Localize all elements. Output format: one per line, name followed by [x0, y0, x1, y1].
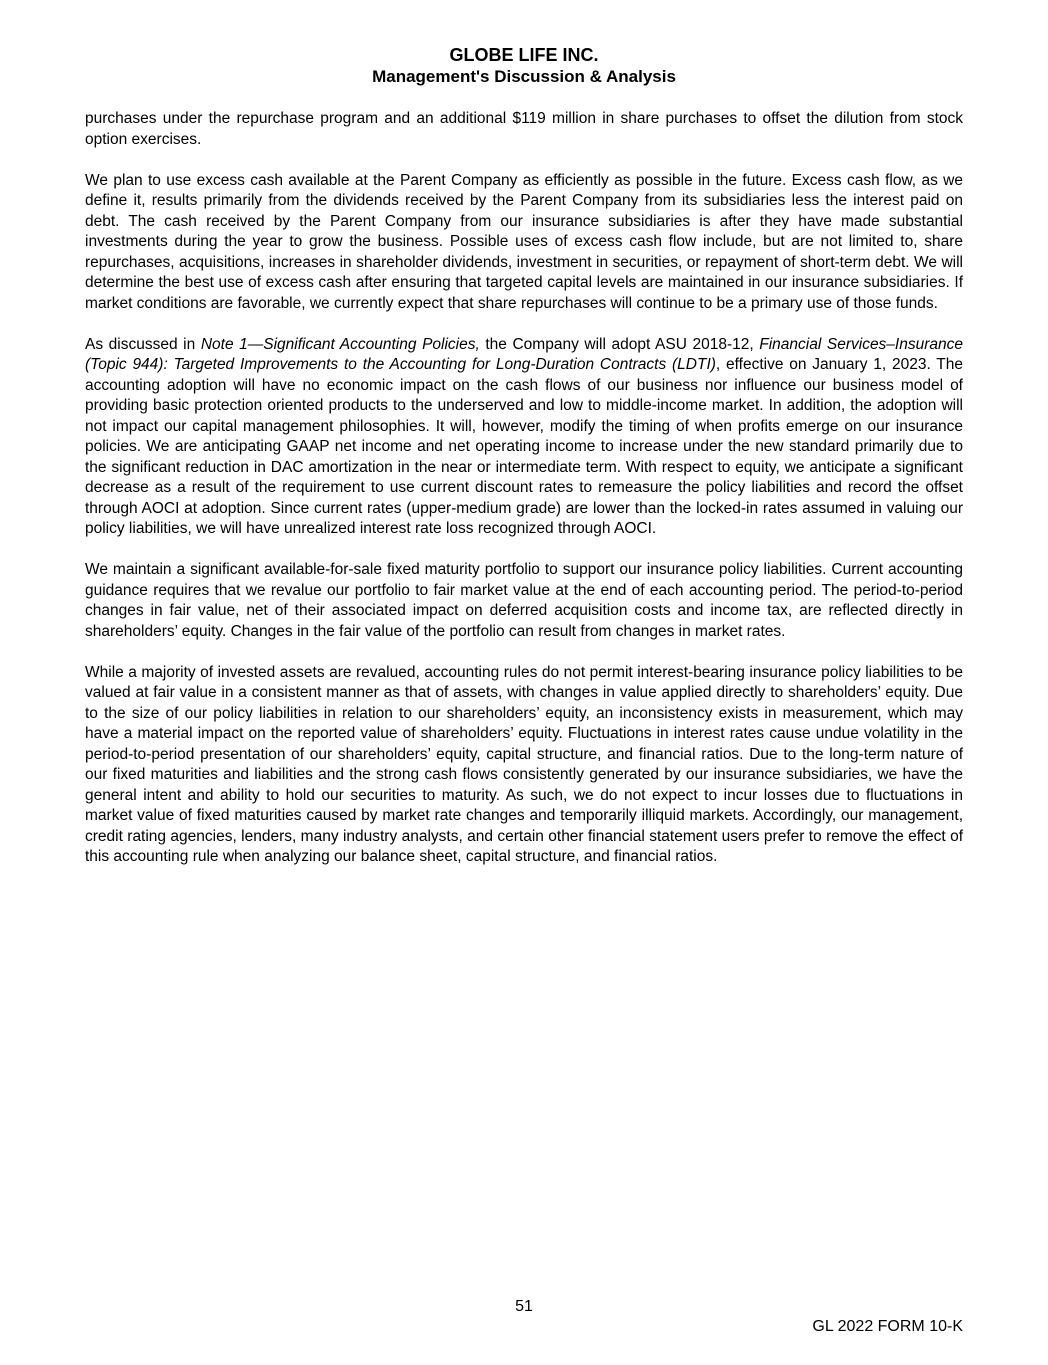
paragraph-share-purchases: purchases under the repurchase program and an additional $119 million in share purchases to offset the dilution from stock option exercises.	[85, 110, 963, 148]
document-body	[85, 109, 963, 888]
ldti-text-intro: As discussed in	[85, 335, 201, 353]
asu-title: Financial Services–Insurance (Topic 944): Targeted Improvements to the Accounting for Long-Duration Contracts (LDTI)	[85, 335, 964, 373]
paragraph-revaluation: While a majority of invested assets are revalued, accounting rules do not permit interest-bearing insurance policy liabilities to be valued at fair value in a consistent manner as that of assets, with changes in value applied directly to shareholders’ equity. Due to the size of our policy liabilities in relation to our shareholders’ equity, an inconsistency exists in measurement, which may have a material impact on the reported value of shareholders’ equity. Fluctuations in interest rates cause undue volatility in the period-to-period presentation of our shareholders’ equity, capital structure, and financial ratios. Due to the long-term nature of our fixed maturities and liabilities and the strong cash flows consistently generated by our insurance subsidiaries, we have the general intent and ability to hold our securities to maturity. As such, we do not expect to incur losses due to fluctuations in market value of fixed maturities caused by market rate changes and temporarily illiquid markets. Accordingly, our management, credit rating agencies, lenders, many industry analysts, and certain other financial statement users prefer to remove the effect of this accounting rule when analyzing our balance sheet, capital structure, and financial ratios.	[85, 663, 963, 865]
page-number: 51	[515, 1298, 533, 1315]
paragraph-ldti-adoption	[85, 335, 963, 540]
form-label: GL 2022 FORM 10-K	[812, 1318, 963, 1335]
company-name: GLOBE LIFE INC.	[449, 45, 599, 65]
note-reference: Note 1—Significant Accounting Policies,	[200, 335, 480, 353]
ldti-text-asu: the Company will adopt ASU 2018-12,	[479, 335, 760, 353]
paragraph-fixed-maturity: We maintain a significant available-for-sale fixed maturity portfolio to support our insurance policy liabilities. Current accounting guidance requires that we revalue our portfolio to fair market value at the end of each accounting period. The period-to-period changes in fair value, net of their associated impact on deferred acquisition costs and income tax, are reflected directly in shareholders’ equity. Changes in the fair value of the portfolio can result from changes in market rates.	[85, 561, 963, 640]
page-header	[0, 44, 1048, 88]
section-title: Management's Discussion & Analysis	[372, 67, 676, 86]
paragraph-excess-cash: We plan to use excess cash available at the Parent Company as efficiently as possible in the future. Excess cash flow, as we define it, results primarily from the dividends received by the Parent Company from its subsidiaries less the interest paid on debt. The cash received by the Parent Company from our insurance subsidiaries is after they have made substantial investments during the year to grow the business. Possible uses of excess cash flow include, but are not limited to, share repurchases, acquisitions, increases in shareholder dividends, investment in securities, or repayment of short-term debt. We will determine the best use of excess cash after ensuring that targeted capital levels are maintained in our insurance subsidiaries. If market conditions are favorable, we currently expect that share repurchases will continue to be a primary use of those funds.	[85, 171, 963, 312]
ldti-text-body: , effective on January 1, 2023. The accounting adoption will have no economic impact on the cash flows of our business nor influence our business model of providing basic protection oriented products to the underserved and low to middle-income market. In addition, the adoption will not impact our capital management philosophies. It will, however, modify the timing of when profits emerge on our insurance policies. We are anticipating GAAP net income and net operating income to increase under the new standard primarily due to the significant reduction in DAC amortization in the near or intermediate term. With respect to equity, we anticipate a significant decrease as a result of the requirement to use current discount rates to remeasure the policy liabilities and record the offset through AOCI at adoption. Since current rates (upper-medium grade) are lower than the locked-in rates assumed in valuing our policy liabilities, we will have unrealized interest rate loss recognized through AOCI.	[85, 356, 963, 537]
